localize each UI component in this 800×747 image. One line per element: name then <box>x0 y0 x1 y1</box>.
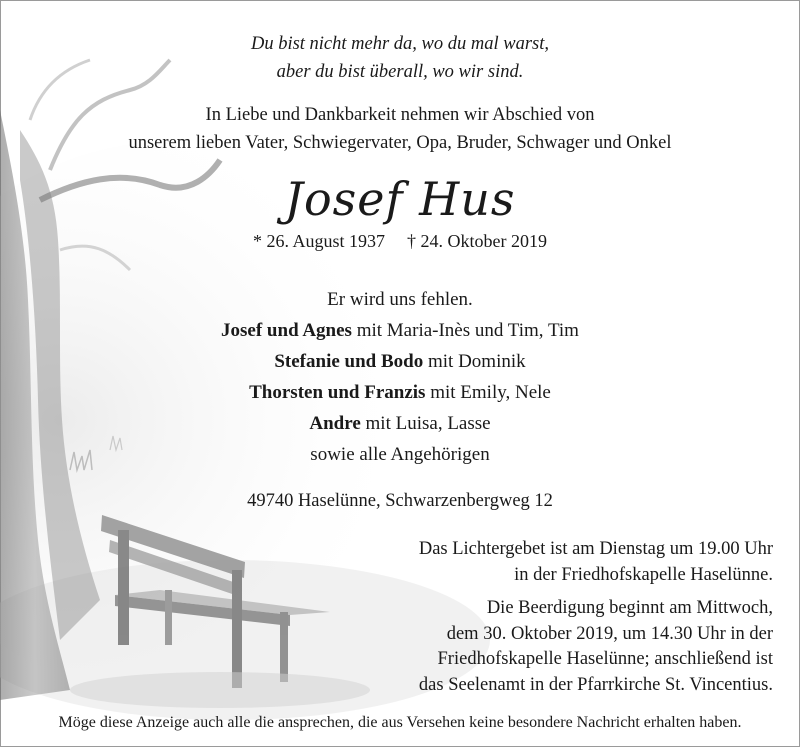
footer-note: Möge diese Anzeige auch alle die ansprechen, die aus Versehen keine besondere Nachricht erhalten haben. <box>58 714 742 731</box>
mourner-children: mit Emily, Nele <box>425 382 551 403</box>
mourner-names: Andre <box>309 413 361 434</box>
funeral-line-1: Die Beerdigung beginnt am Mittwoch, <box>486 598 773 618</box>
mourner-children: mit Maria-Inès und Tim, Tim <box>351 320 579 341</box>
funeral-line-2: dem 30. Oktober 2019, um 14.30 Uhr in der <box>446 623 773 644</box>
life-dates <box>0 229 800 253</box>
mourner-children: mit Dominik <box>423 351 526 372</box>
deceased-name: Josef Hus <box>284 172 516 226</box>
prayer-info <box>419 537 773 588</box>
funeral-line-3: Friedhofskapelle Haselünne; anschließend ist <box>437 649 773 669</box>
prayer-line-2: in der Friedhofskapelle Haselünne. <box>514 564 773 585</box>
mourner-names: Thorsten und Franzis <box>249 382 426 403</box>
intro-line-1: In Liebe und Dankbarkeit nehmen wir Abschied von <box>205 105 595 125</box>
funeral-info <box>419 596 773 698</box>
funeral-line-4: das Seelenamt in der Pfarrkirche St. Vincentius. <box>418 674 773 695</box>
mourner-row <box>0 315 800 346</box>
prayer-line-1: Das Lichtergebet ist am Dienstag um 19.00 Uhr <box>418 539 773 559</box>
mourners-intro: Er wird uns fehlen. <box>327 289 473 310</box>
mourner-children: mit Luisa, Lasse <box>360 413 491 434</box>
intro-line-2: unserem lieben Vater, Schwiegervater, Opa, Bruder, Schwager und Onkel <box>128 133 672 153</box>
birth-date: * 26. August 1937 <box>253 231 386 251</box>
mourner-row <box>0 346 800 377</box>
mourner-row <box>0 408 800 439</box>
mourner-names: Stefanie und Bodo <box>274 351 424 372</box>
motto <box>0 30 800 86</box>
mourner-row <box>0 377 800 408</box>
mourner-names: Josef und Agnes <box>221 320 352 341</box>
family-address: 49740 Haselünne, Schwarzenbergweg 12 <box>247 491 553 511</box>
intro-text <box>0 101 800 157</box>
death-date: † 24. Oktober 2019 <box>407 231 547 251</box>
mourners-list <box>0 284 800 470</box>
motto-line-2: aber du bist überall, wo wir sind. <box>276 62 524 82</box>
motto-line-1: Du bist nicht mehr da, wo du mal warst, <box>250 34 550 54</box>
mourners-closing: sowie alle Angehörigen <box>310 444 490 465</box>
